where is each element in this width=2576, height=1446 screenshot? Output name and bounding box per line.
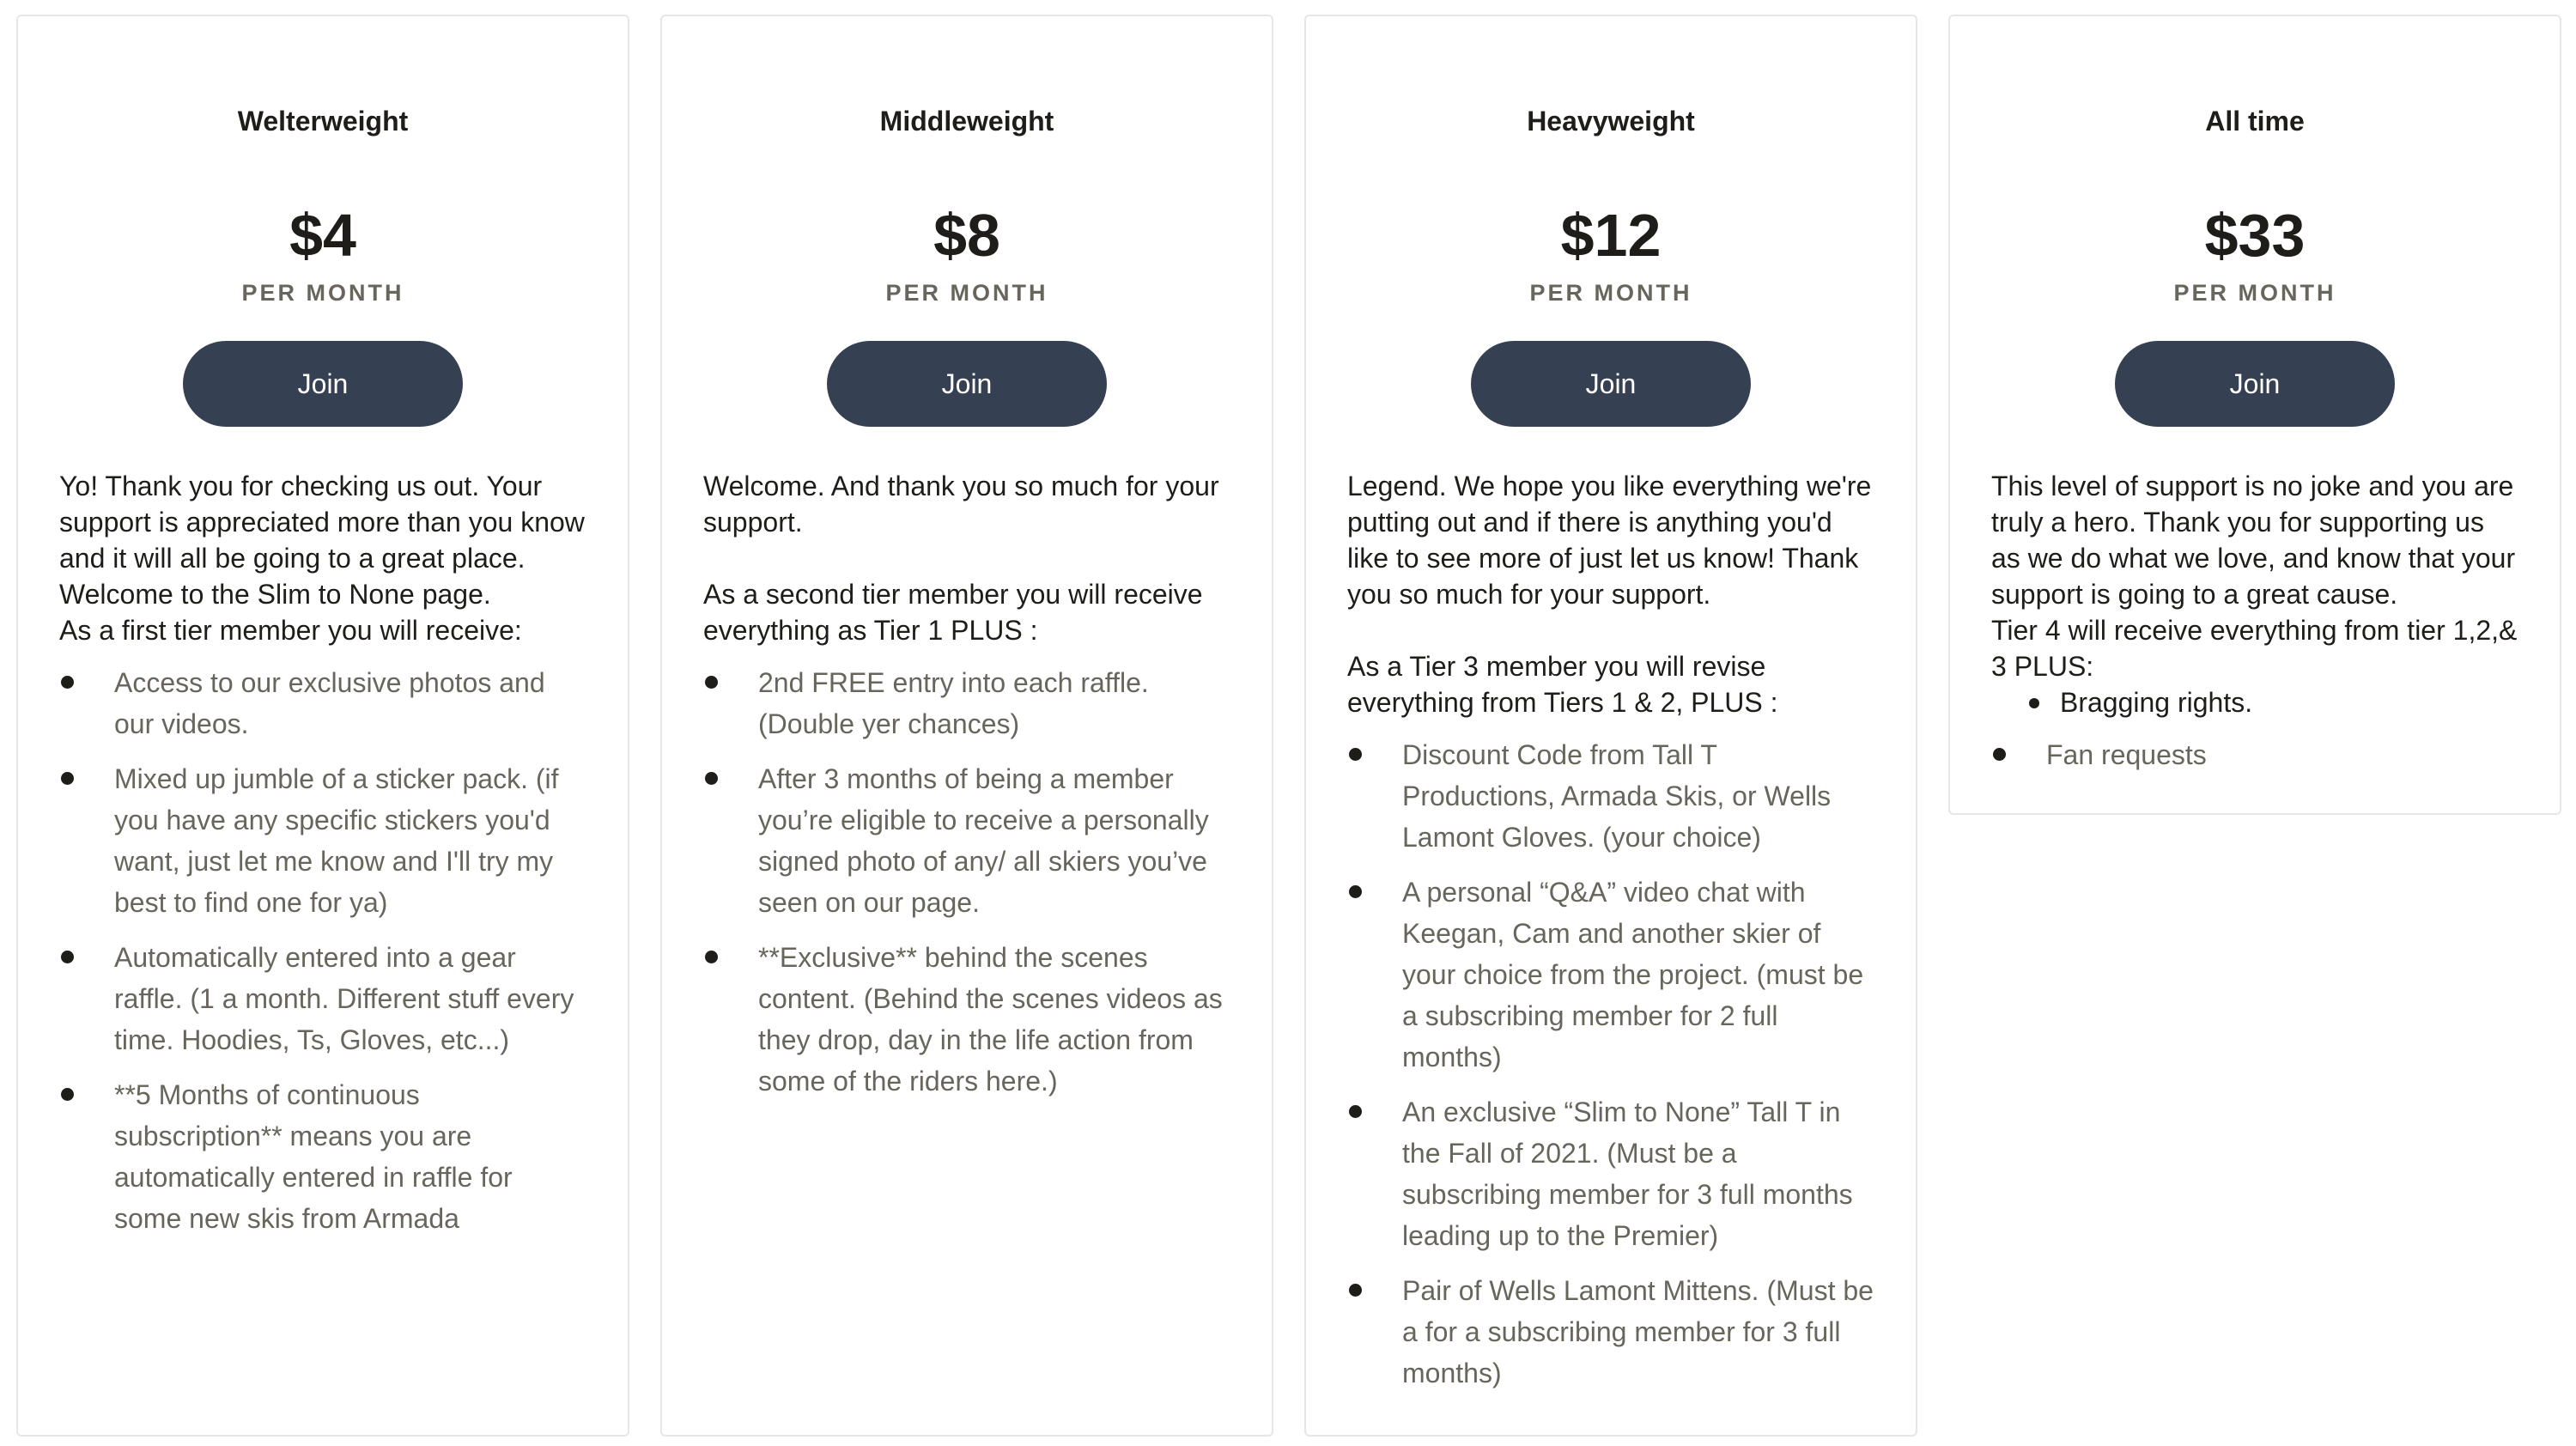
tier-card-heavyweight xyxy=(1304,15,1917,1437)
benefit-item xyxy=(59,937,586,1060)
benefit-text: After 3 months of being a member you’re eligible to receive a personally signed photo of any/ all skiers you’ve seen on our page. xyxy=(758,763,1209,918)
tier-name: Middleweight xyxy=(879,106,1054,137)
tier-card-middleweight xyxy=(660,15,1273,1437)
bullet-icon xyxy=(61,951,74,963)
benefit-text: Access to our exclusive photos and our videos. xyxy=(114,667,545,739)
benefit-list xyxy=(59,662,586,1239)
tier-card-all-time xyxy=(1948,15,2561,815)
benefit-item xyxy=(1347,734,1874,858)
bullet-icon xyxy=(1349,1105,1362,1118)
benefit-text: **5 Months of continuous subscription** means you are automatically entered in raffle for some new skis from Armada xyxy=(114,1079,513,1234)
benefit-item xyxy=(1347,1091,1874,1256)
intro-text: Welcome to the Slim to None page. xyxy=(59,579,491,610)
bullet-icon xyxy=(705,676,718,689)
inner-benefit-list xyxy=(1991,684,2518,720)
benefit-text: Bragging rights. xyxy=(2060,687,2253,718)
join-button[interactable]: Join xyxy=(827,341,1107,427)
bullet-icon xyxy=(705,772,718,785)
tier-description xyxy=(703,468,1230,1102)
bullet-icon xyxy=(1993,748,2006,761)
benefit-item xyxy=(59,1074,586,1239)
intro-text: Yo! Thank you for checking us out. Your support is appreciated more than you know and it will all be going to a great place. xyxy=(59,471,585,574)
benefit-item xyxy=(703,937,1230,1102)
benefit-item xyxy=(1991,734,2518,775)
join-button[interactable]: Join xyxy=(1471,341,1751,427)
benefit-item xyxy=(703,758,1230,923)
benefit-text: Pair of Wells Lamont Mittens. (Must be a for a subscribing member for 3 full months) xyxy=(1402,1275,1874,1388)
tier-price: $12 xyxy=(1560,202,1662,269)
intro-text: Welcome. And thank you so much for your support. xyxy=(703,471,1219,538)
tier-description xyxy=(1347,468,1874,1394)
bullet-icon xyxy=(61,676,74,689)
benefit-text: An exclusive “Slim to None” Tall T in the Fall of 2021. (Must be a subscribing member for 3 full months leading up to the Premier) xyxy=(1402,1097,1853,1251)
benefit-text: Discount Code from Tall T Productions, Armada Skis, or Wells Lamont Gloves. (your choice) xyxy=(1402,739,1832,853)
intro-text: As a second tier member you will receive everything as Tier 1 PLUS : xyxy=(703,579,1203,646)
benefit-item xyxy=(1347,872,1874,1078)
intro-text: This level of support is no joke and you are truly a hero. Thank you for supporting us as we do what we love, and know that your support is going to a great cause. xyxy=(1991,471,2516,610)
benefit-list xyxy=(703,662,1230,1102)
bullet-icon xyxy=(1349,748,1362,761)
benefit-item xyxy=(703,662,1230,744)
benefit-item xyxy=(1347,1270,1874,1394)
benefit-item xyxy=(59,758,586,923)
benefit-text: Mixed up jumble of a sticker pack. (if you have any specific stickers you'd want, just let me know and I'll try my best to find one for ya) xyxy=(114,763,559,918)
benefit-item xyxy=(59,662,586,744)
intro-text: As a first tier member you will receive: xyxy=(59,615,522,646)
price-period: PER MONTH xyxy=(2173,280,2336,306)
price-period: PER MONTH xyxy=(1529,280,1692,306)
tier-price: $33 xyxy=(2204,202,2306,269)
intro-text: As a Tier 3 member you will revise everything from Tiers 1 & 2, PLUS : xyxy=(1347,651,1778,718)
bullet-icon xyxy=(1349,1284,1362,1297)
join-button[interactable]: Join xyxy=(183,341,463,427)
intro-text: Tier 4 will receive everything from tier 1,2,& 3 PLUS: xyxy=(1991,615,2518,682)
inner-benefit-item xyxy=(2029,684,2518,720)
tier-card-welterweight xyxy=(16,15,629,1437)
tier-name: Welterweight xyxy=(237,106,409,137)
benefit-text: A personal “Q&A” video chat with Keegan, Cam and another skier of your choice from the project. (must be a subscribing member for 2 full months) xyxy=(1402,877,1864,1072)
tier-price: $4 xyxy=(289,202,356,269)
price-period: PER MONTH xyxy=(885,280,1048,306)
benefit-list xyxy=(1991,734,2518,775)
tier-description xyxy=(59,468,586,1239)
tier-description xyxy=(1991,468,2518,775)
intro-text: Legend. We hope you like everything we're putting out and if there is anything you'd like to see more of just let us know! Thank you so much for your support. xyxy=(1347,471,1872,610)
bullet-icon xyxy=(1349,885,1362,898)
bullet-icon xyxy=(61,772,74,785)
benefit-text: **Exclusive** behind the scenes content. (Behind the scenes videos as they drop, day in the life action from some of the riders here.) xyxy=(758,942,1223,1097)
price-period: PER MONTH xyxy=(241,280,404,306)
tier-price: $8 xyxy=(933,202,1000,269)
tier-name: All time xyxy=(2205,106,2305,137)
join-button[interactable]: Join xyxy=(2115,341,2395,427)
bullet-icon xyxy=(2029,698,2039,708)
benefit-list xyxy=(1347,734,1874,1394)
bullet-icon xyxy=(705,951,718,963)
benefit-text: 2nd FREE entry into each raffle. (Double yer chances) xyxy=(758,667,1149,739)
bullet-icon xyxy=(61,1088,74,1101)
benefit-text: Automatically entered into a gear raffle. (1 a month. Different stuff every time. Hoodies, Ts, Gloves, etc...) xyxy=(114,942,574,1055)
tier-name: Heavyweight xyxy=(1527,106,1695,137)
benefit-text: Fan requests xyxy=(2046,739,2207,770)
